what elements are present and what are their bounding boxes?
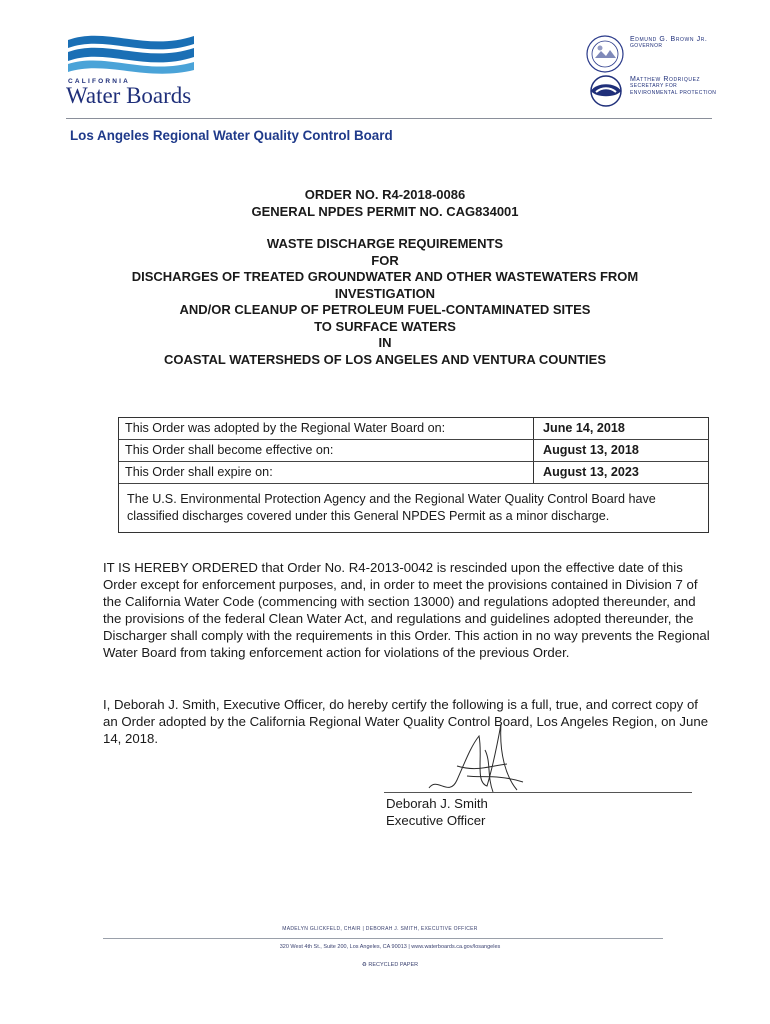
signer-block <box>386 795 488 829</box>
order-dates-table <box>118 417 709 533</box>
logo-name: Water Boards <box>66 83 192 108</box>
footer-divider <box>103 938 663 939</box>
title-line: DISCHARGES OF TREATED GROUNDWATER AND OTHER WASTEWATERS FROM <box>131 269 639 284</box>
order-title-block <box>60 236 710 368</box>
governor-title: GOVERNOR <box>630 43 663 49</box>
effective-label: This Order shall become effective on: <box>119 440 534 461</box>
title-line: TO SURFACE WATERS <box>314 318 456 334</box>
secretary-block <box>630 76 716 97</box>
table-row <box>119 418 708 440</box>
table-row <box>119 462 708 484</box>
recycled-label: RECYCLED PAPER <box>368 962 419 968</box>
recycle-icon: ♻ <box>361 962 367 968</box>
secretary-title-2: ENVIRONMENTAL PROTECTION <box>630 90 717 96</box>
governor-block <box>630 36 707 50</box>
secretary-title-1: SECRETARY FOR <box>630 83 678 89</box>
ordered-paragraph: IT IS HEREBY ORDERED that Order No. R4-2013-0042 is rescinded upon the effective date of this Order except for enforcement purposes, and, in order to meet the provisions contained in Division 7 of the California Water Code (commencing with section 13000) and regulations adopted thereunder, and the provisions of the federal Clean Water Act, and regulations and guidelines adopted thereunder, the Discharger shall comply with the requirements in this Order. This action in no way prevents the Regional Water Board from taking enforcement action for violations of the previous Order. <box>103 560 710 660</box>
signer-name: Deborah J. Smith <box>386 796 488 811</box>
secretary-name: Matthew Rodriquez <box>630 76 701 83</box>
footer-officers: MADELYN GLICKFELD, CHAIR | DEBORAH J. SMITH, EXECUTIVE OFFICER <box>282 926 478 932</box>
order-number-block <box>60 187 710 220</box>
title-line: INVESTIGATION <box>334 285 436 301</box>
title-line: COASTAL WATERSHEDS OF LOS ANGELES AND VENTURA COUNTIES <box>163 351 607 367</box>
table-row <box>119 440 708 462</box>
governor-name: Edmund G. Brown Jr. <box>630 36 708 43</box>
expire-date: August 13, 2023 <box>543 465 639 479</box>
wave-logo-icon <box>66 30 206 78</box>
footer-recycled <box>330 962 450 968</box>
expire-label: This Order shall expire on: <box>119 462 534 483</box>
title-line: AND/OR CLEANUP OF PETROLEUM FUEL-CONTAMINATED SITES <box>179 302 591 317</box>
signature-line <box>384 792 692 793</box>
board-name: Los Angeles Regional Water Quality Control Board <box>70 128 393 143</box>
discharge-classification-note: The U.S. Environmental Protection Agency and the Regional Water Quality Control Board have classified discharges covered under this General NPDES Permit as a minor discharge. <box>127 492 656 523</box>
logo-state: CALIFORNIA <box>68 78 131 85</box>
title-line: IN <box>378 335 392 350</box>
state-seal-icon <box>585 34 625 74</box>
water-boards-logo <box>66 30 206 110</box>
footer-address: 320 West 4th St., Suite 200, Los Angeles, CA 90013 | www.waterboards.ca.gov/losangeles <box>279 944 501 950</box>
calepa-logo-icon <box>588 74 624 108</box>
header-divider <box>66 118 712 119</box>
adopted-label: This Order was adopted by the Regional Water Board on: <box>119 418 534 439</box>
permit-number: GENERAL NPDES PERMIT NO. CAG834001 <box>251 203 519 219</box>
signer-title: Executive Officer <box>386 813 486 828</box>
title-line: WASTE DISCHARGE REQUIREMENTS <box>266 236 504 251</box>
certify-paragraph: I, Deborah J. Smith, Executive Officer, do hereby certify the following is a full, true, and correct copy of an Order adopted by the California Regional Water Quality Control Board, Los Angeles Region, on June 14, 2018. <box>103 697 709 746</box>
adopted-date: June 14, 2018 <box>543 421 625 435</box>
effective-date: August 13, 2018 <box>543 443 639 457</box>
title-line: FOR <box>371 252 399 268</box>
order-number: ORDER NO. R4-2018-0086 <box>304 187 466 202</box>
